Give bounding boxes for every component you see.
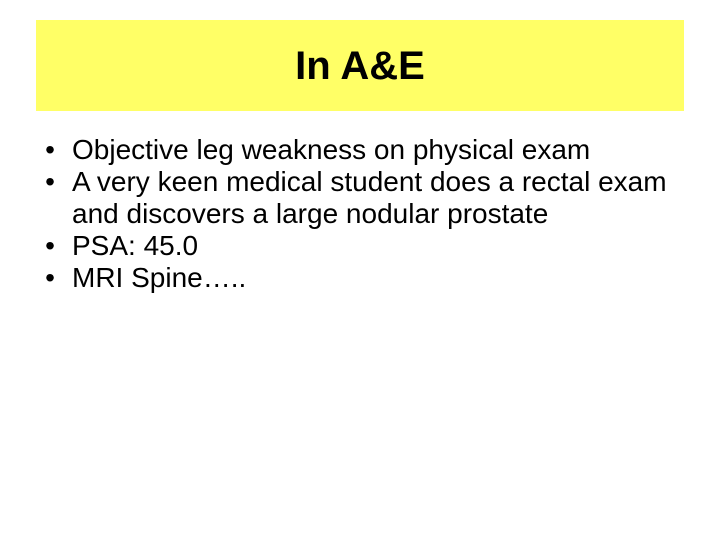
bullet-text: MRI Spine…..	[72, 262, 247, 293]
bullet-item	[40, 262, 680, 294]
bullet-item	[40, 166, 680, 230]
bullet-text: PSA: 45.0	[72, 230, 199, 261]
bullet-item	[40, 134, 680, 166]
title-banner	[36, 20, 684, 111]
bullet-text: Objective leg weakness on physical exam	[72, 134, 591, 165]
bullet-marker: •	[45, 230, 55, 261]
bullet-marker: •	[45, 166, 55, 197]
bullet-item	[40, 230, 680, 262]
bullet-marker: •	[45, 262, 55, 293]
bullet-marker: •	[45, 134, 55, 165]
bullet-text: A very keen medical student does a rectal exam and discovers a large nodular prostate	[72, 166, 667, 229]
slide-title: In A&E	[295, 43, 425, 88]
bullet-list	[40, 134, 680, 294]
